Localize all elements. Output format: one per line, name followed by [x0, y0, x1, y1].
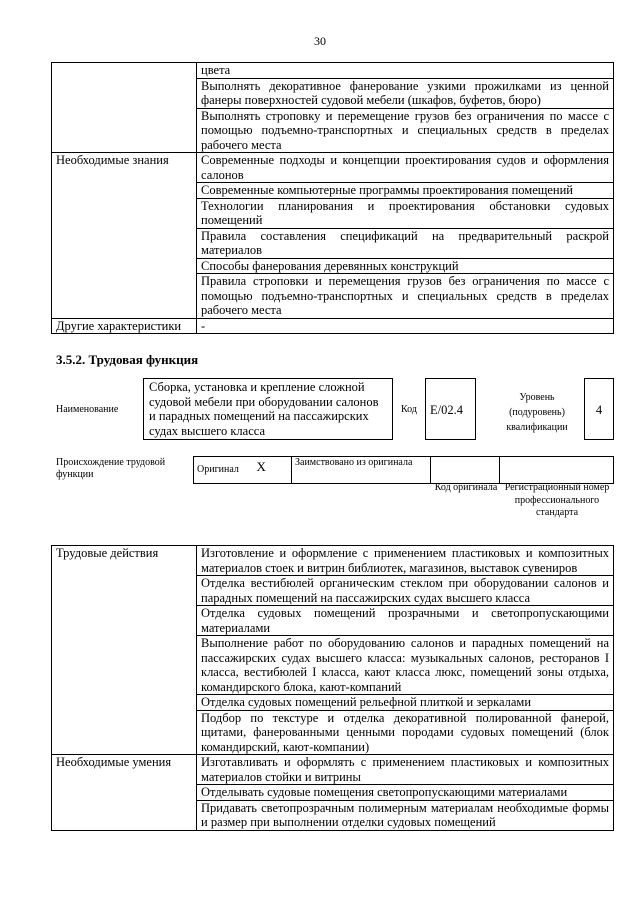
code-original-cell: [431, 457, 500, 484]
table-cell: -: [197, 318, 614, 334]
code-label: Код: [401, 404, 417, 415]
page-number: 30: [314, 34, 326, 48]
labor-actions-table: [51, 545, 614, 831]
table-cell: Выполнение работ по оборудованию салонов и парадных помещений на пассажирских судах высшего класса: музыкальных салонов, ресторанов I класса, вестибюлей I класса, кают класса люкс, помещений зоны отдыха, командирского блока, кают-компаний: [197, 636, 614, 695]
table-cell: Технологии планирования и проектирования обстановки судовых помещений: [197, 198, 614, 228]
table-cell: Отделывать судовые помещения светопропускающими материалами: [197, 785, 614, 801]
original-label: Оригинал: [194, 457, 254, 484]
table-cell: Современные компьютерные программы проектирования помещений: [197, 183, 614, 199]
table-cell: Способы фанерования деревянных конструкций: [197, 258, 614, 274]
table-cell: Отделка судовых помещений прозрачными и светопропускающими материалами: [197, 606, 614, 636]
table-cell: Выполнять декоративное фанерование узкими прожилками из ценной фанеры поверхностей судовой мебели (шкафов, буфетов, бюро): [197, 78, 614, 108]
row-label-skills: Необходимые умения: [52, 755, 197, 831]
function-name-box: Сборка, установка и крепление сложной судовой мебели при оборудовании салонов и парадных помещений на пассажирских судах высшего класса: [143, 378, 393, 440]
table-cell: Отделка судовых помещений рельефной плиткой и зеркалами: [197, 695, 614, 711]
table-row: [52, 546, 614, 576]
original-mark: X: [254, 457, 292, 484]
row-label-other: Другие характеристики: [52, 318, 197, 334]
reg-number-label: Регистрационный номер профессионального стандарта: [504, 482, 610, 518]
code-box: E/02.4: [425, 378, 476, 440]
table-cell: Выполнять строповку и перемещение грузов без ограничения по массе с помощью подъемно-транспортных и специальных средств в пределах рабочего места: [197, 108, 614, 153]
origin-table: [193, 456, 614, 484]
table-cell: цвета: [197, 63, 614, 79]
code-original-label: Код оригинала: [434, 482, 498, 493]
row-label: [52, 63, 197, 153]
table-cell: Правила строповки и перемещения грузов без ограничения по массе с помощью подъемно-транспортных и специальных средств в пределах рабочего места: [197, 274, 614, 319]
table-cell: Изготавливать и оформлять с применением пластиковых и композитных материалов стойки и витрины: [197, 755, 614, 785]
level-box: 4: [584, 378, 614, 440]
reg-number-cell: [500, 457, 614, 484]
section-heading: 3.5.2. Трудовая функция: [56, 352, 199, 367]
table-cell: Современные подходы и концепции проектирования судов и оформления салонов: [197, 153, 614, 183]
borrowed-label: Заимствовано из оригинала: [292, 457, 431, 484]
table-row: [52, 318, 614, 334]
table-cell: Подбор по текстуре и отделка декоративной полированной фанерой, щитами, фанерованными ценными породами судовых помещений (блок командирский, кают-компании): [197, 710, 614, 755]
table-cell: Правила составления спецификаций на предварительный раскрой материалов: [197, 228, 614, 258]
table-row: [52, 755, 614, 785]
table-cell: Придавать светопрозрачным полимерным материалам необходимые формы и размер при выполнении отделки судовых помещений: [197, 800, 614, 830]
row-label-actions: Трудовые действия: [52, 546, 197, 755]
row-label-knowledge: Необходимые знания: [52, 153, 197, 319]
table-row: [52, 153, 614, 183]
table-cell: Изготовление и оформление с применением пластиковых и композитных материалов стоек и витрин библиотек, магазинов, выставок сувениров: [197, 546, 614, 576]
table-cell: Отделка вестибюлей органическим стеклом при оборудовании салонов и парадных помещений на пассажирских судах высшего класса: [197, 576, 614, 606]
table-row: [52, 63, 614, 79]
level-label: Уровень (подуровень) квалификации: [506, 392, 568, 433]
name-label: Наименование: [56, 404, 119, 415]
skills-knowledge-table: [51, 62, 614, 334]
origin-label: Происхождение трудовой функции: [56, 457, 166, 480]
